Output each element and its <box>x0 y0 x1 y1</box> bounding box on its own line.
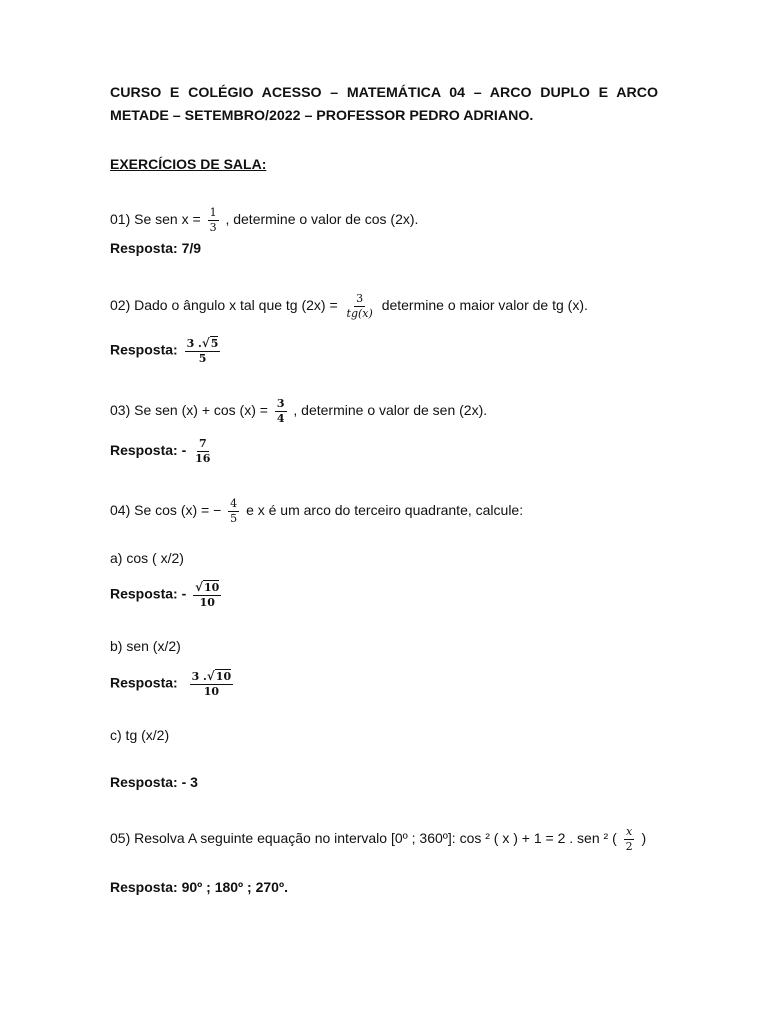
question-1-frac-num: 1 <box>209 206 217 219</box>
question-4-frac-den: 5 <box>230 512 238 525</box>
sqrt-symbol: √ <box>206 669 215 683</box>
question-1-fraction <box>208 207 219 234</box>
question-5 <box>110 826 646 853</box>
answer-4c: Resposta: - 3 <box>110 774 198 790</box>
question-1-text-after: , determine o valor de cos (2x). <box>225 211 419 228</box>
answer-5: Resposta: 90º ; 180º ; 270º. <box>110 879 288 895</box>
question-2-frac-num: 3 <box>356 292 364 305</box>
answer-3-frac-den: 16 <box>195 452 211 465</box>
question-5-frac-num: x <box>626 825 633 838</box>
question-4b-label: b) sen (x/2) <box>110 638 181 654</box>
question-1 <box>110 207 418 234</box>
answer-2-root: 5 <box>210 337 219 350</box>
question-3 <box>110 398 487 425</box>
question-4-fraction <box>228 498 239 525</box>
question-4a-label: a) cos ( x/2) <box>110 550 184 566</box>
answer-1: Resposta: 7/9 <box>110 240 202 256</box>
question-3-frac-num: 3 <box>276 397 285 410</box>
sqrt-symbol: √ <box>201 336 210 350</box>
question-2-frac-den: tg(x) <box>346 307 373 320</box>
answer-3-frac-num: 7 <box>198 437 207 450</box>
answer-4b-root: 10 <box>215 670 232 683</box>
answer-4b-fraction <box>190 670 234 698</box>
answer-2-label: Resposta: <box>110 341 178 358</box>
answer-4a <box>110 581 224 609</box>
answer-2-frac-num <box>185 337 221 352</box>
answer-4a-frac-den: 10 <box>199 596 215 609</box>
question-3-text-before: 03) Se sen (x) + cos (x) = <box>110 402 268 419</box>
question-4-frac-num: 4 <box>230 497 238 510</box>
question-4 <box>110 498 523 525</box>
answer-3 <box>110 438 215 465</box>
question-2 <box>110 293 588 320</box>
question-2-text-before: 02) Dado o ângulo x tal que tg (2x) = <box>110 297 338 314</box>
answer-4b-frac-num <box>190 670 234 685</box>
question-4-text-before: 04) Se cos (x) = − <box>110 502 222 519</box>
answer-2 <box>110 337 223 365</box>
question-4-text-after: e x é um arco do terceiro quadrante, calcule: <box>246 502 524 519</box>
header-line-1: CURSO E COLÉGIO ACESSO – MATEMÁTICA 04 – ARCO DUPLO E ARCO <box>110 85 658 101</box>
question-3-frac-den: 4 <box>276 412 285 425</box>
answer-3-label: Resposta: - <box>110 442 187 459</box>
answer-4a-root: 10 <box>204 581 220 594</box>
question-3-text-after: , determine o valor de sen (2x). <box>293 402 488 419</box>
header-line-2: METADE – SETEMBRO/2022 – PROFESSOR PEDRO ADRIANO. <box>110 108 534 124</box>
answer-4a-fraction <box>193 581 221 609</box>
answer-4b-frac-den: 10 <box>203 685 219 698</box>
sqrt-symbol: √ <box>195 580 204 594</box>
question-5-text-after: ) <box>641 830 647 847</box>
question-2-fraction <box>345 293 375 320</box>
question-5-fraction <box>624 826 635 853</box>
answer-4b <box>110 670 236 698</box>
answer-4b-num-prefix: 3 . <box>191 670 207 683</box>
question-4c-label: c) tg (x/2) <box>110 727 170 743</box>
answer-4a-label: Resposta: - <box>110 585 187 602</box>
answer-2-num-prefix: 3 . <box>186 337 202 350</box>
question-1-frac-den: 3 <box>209 221 217 234</box>
answer-2-fraction <box>185 337 221 365</box>
question-5-frac-den: 2 <box>625 840 633 853</box>
section-title: EXERCÍCIOS DE SALA: <box>110 156 267 172</box>
question-2-text-after: determine o maior valor de tg (x). <box>381 297 588 314</box>
question-1-text-before: 01) Se sen x = <box>110 211 201 228</box>
answer-3-fraction <box>193 438 212 465</box>
answer-2-frac-den: 5 <box>198 352 207 365</box>
answer-4b-label: Resposta: <box>110 674 178 691</box>
question-5-text-before: 05) Resolva A seguinte equação no intervalo [0º ; 360º]: cos ² ( x ) + 1 = 2 . sen ² ( <box>110 830 617 847</box>
answer-4a-frac-num <box>193 581 221 596</box>
question-3-fraction <box>275 398 287 425</box>
